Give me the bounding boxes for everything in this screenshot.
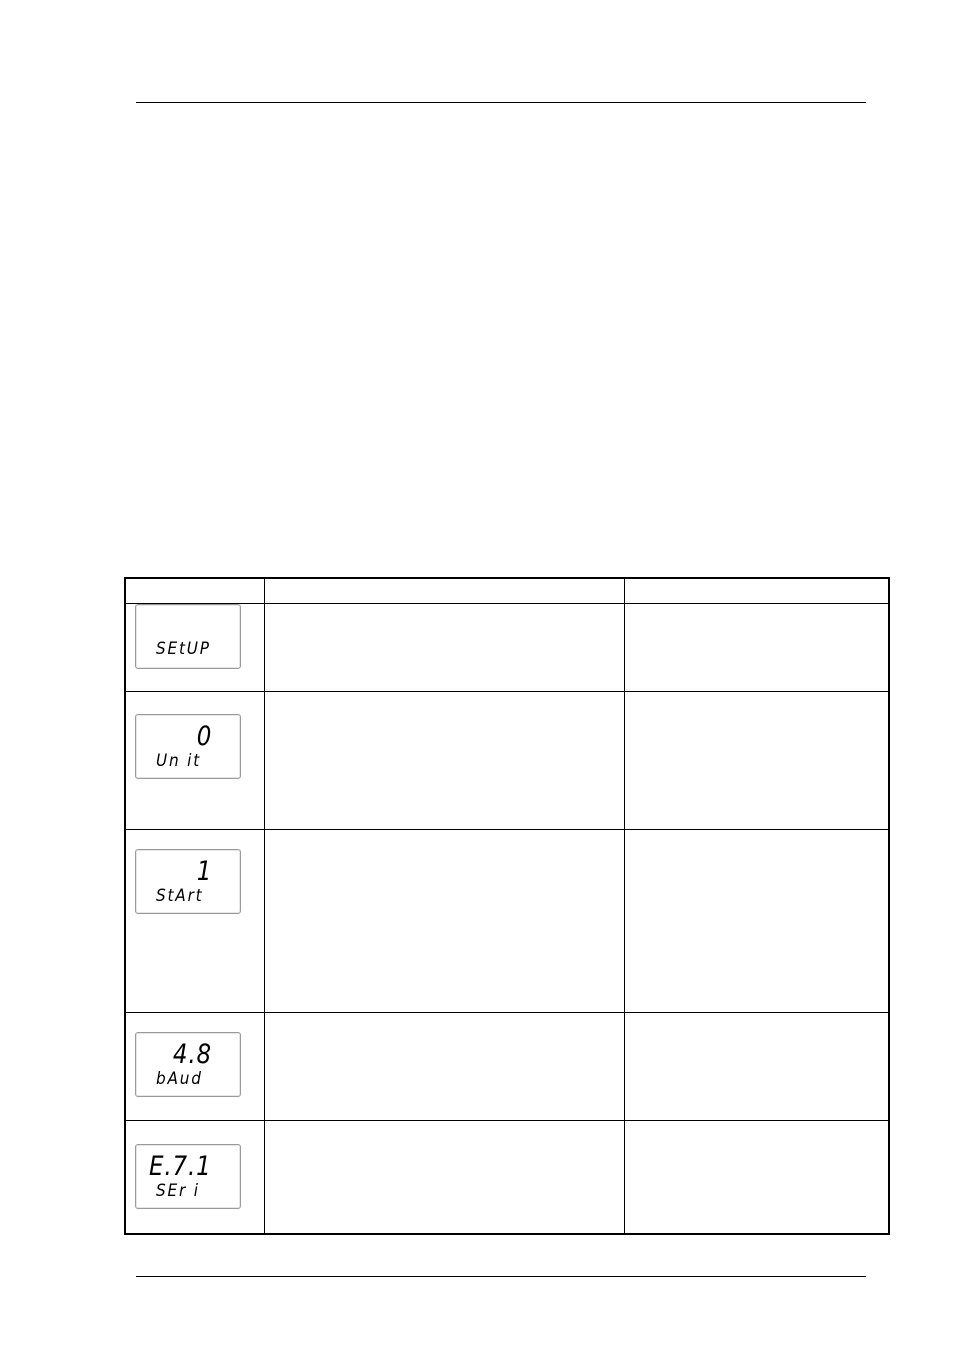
display-cell	[125, 829, 264, 1012]
lcd-bottom-label: SEr i	[156, 1180, 200, 1201]
note-cell	[624, 603, 889, 691]
lcd-bottom-label: SEtUP	[156, 638, 211, 659]
header-rule	[136, 102, 866, 103]
note-cell	[624, 691, 889, 829]
lcd-top-value: E.7.1	[149, 1150, 212, 1182]
lcd-display-start	[135, 849, 241, 914]
lcd-top-value: 1	[196, 855, 212, 887]
lcd-display-unit	[135, 714, 241, 779]
table-row	[125, 1012, 889, 1120]
display-cell	[125, 1120, 264, 1234]
lcd-display-setup	[135, 604, 241, 669]
lcd-display-serial	[135, 1144, 241, 1209]
note-cell	[624, 829, 889, 1012]
display-cell	[125, 691, 264, 829]
footer-rule	[136, 1276, 866, 1277]
lcd-bottom-label: bAud	[156, 1068, 203, 1089]
description-cell	[264, 603, 624, 691]
table-header-row	[125, 578, 889, 603]
display-cell	[125, 1012, 264, 1120]
display-cell	[125, 603, 264, 691]
note-cell	[624, 1120, 889, 1234]
description-cell	[264, 1012, 624, 1120]
description-cell	[264, 829, 624, 1012]
table-row	[125, 603, 889, 691]
table-row	[125, 691, 889, 829]
header-cell-description	[264, 578, 624, 603]
lcd-bottom-label: Un it	[156, 750, 202, 771]
note-cell	[624, 1012, 889, 1120]
lcd-top-value: 0	[196, 720, 212, 752]
lcd-bottom-label: StArt	[156, 885, 204, 906]
description-cell	[264, 1120, 624, 1234]
lcd-top-value: 4.8	[172, 1038, 212, 1070]
table-row	[125, 829, 889, 1012]
header-cell-display	[125, 578, 264, 603]
settings-table	[124, 577, 890, 1235]
lcd-display-baud	[135, 1032, 241, 1097]
header-cell-note	[624, 578, 889, 603]
description-cell	[264, 691, 624, 829]
table-row	[125, 1120, 889, 1234]
